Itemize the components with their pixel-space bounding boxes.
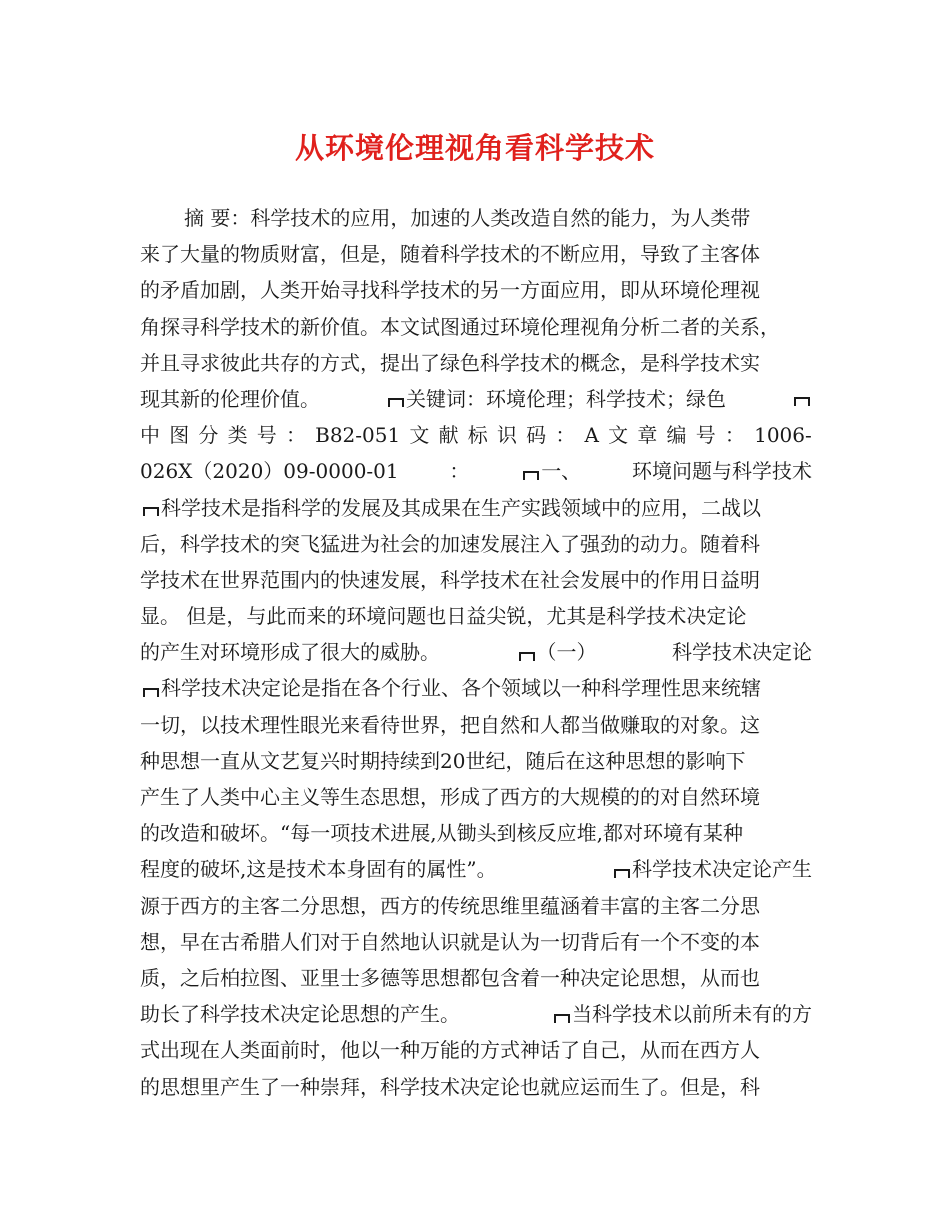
text-segment: 编 [666,423,687,448]
text-line [140,453,812,489]
text-line [140,309,812,345]
text-segment: 1006- [754,423,812,448]
text-line [140,236,812,272]
text-segment: 想，早在古希腊人们对于自然地认识就是认为一切背后有一个不变的本 [140,929,760,954]
text-segment: 分 [198,423,219,448]
text-segment: 一、 [541,459,582,484]
heading-segment [520,453,581,489]
text-segment: 文 [608,423,629,448]
text-segment: 后，科学技术的突飞猛进为社会的加速发展注入了强劲的动力。随着科 [140,531,760,556]
text-segment: 源于西方的主客二分思想，西方的传统思维里蕴涵着丰富的主客二分思 [140,893,760,918]
text-segment: 的产生对环境形成了很大的威胁。 [140,640,440,665]
text-line [140,924,812,960]
text-line [140,526,812,562]
text-segment: 助长了科学技术决定论思想的产生。 [140,1002,460,1027]
text-segment: 码 [526,423,547,448]
text-segment: B82-051 [315,423,401,448]
text-line [140,1069,812,1105]
paragraph-mark-icon [518,647,536,661]
text-line [140,996,812,1032]
text-line [140,670,812,706]
text-segment: 科学技术是指科学的发展及其成果在生产实践领域中的应用，二战以 [161,495,761,520]
keywords-segment [385,381,726,417]
text-segment: 角探寻科学技术的新价值。本文试图通过环境伦理视角分析二者的关系， [140,314,780,339]
text-segment: 类 [227,423,248,448]
text-segment: 学技术在世界范围内的快速发展，科学技术在社会发展中的作用日益明 [140,567,760,592]
text-segment: 来了大量的物质财富，但是，随着科学技术的不断应用，导致了主客体 [140,242,760,267]
text-line [140,272,812,308]
paragraph-start [611,851,812,887]
text-line [140,707,812,743]
text-segment: 摘 要：科学技术的应用，加速的人类改造自然的能力，为人类带 [184,206,751,230]
paragraph-mark-icon [142,502,160,516]
text-line [140,743,812,779]
text-segment: 的思想里产生了一种崇拜，科学技术决定论也就应运而生了。但是，科 [140,1074,760,1099]
text-line [140,851,812,887]
text-line [140,200,812,236]
text-segment: ： [449,459,470,484]
document-title: 从环境伦理视角看科学技术 [294,131,655,165]
text-segment: 026X（2020）09-0000-01 [140,459,399,484]
text-segment: 识 [496,423,517,448]
text-segment: 图 [169,423,190,448]
paragraph-start [140,670,761,706]
text-segment: 质，之后柏拉图、亚里士多德等思想都包含着一种决定论思想，从而也 [140,965,760,990]
text-line [140,490,812,526]
text-line [140,345,812,381]
text-segment: 关键词：环境伦理；科学技术；绿色 [406,386,726,411]
text-segment: 一切，以技术理性眼光来看待世界，把自然和人都当做赚取的对象。这 [140,712,760,737]
text-segment: 种思想一直从文艺复兴时期持续到20世纪，随后在这种思想的影响下 [140,748,746,773]
paragraph-mark-icon [793,392,811,406]
text-segment: 显。 但是，与此而来的环境问题也日益尖锐，尤其是科学技术决定论 [140,604,747,629]
text-segment: ： [555,423,576,448]
paragraph-mark-icon [142,683,160,697]
text-segment: 号 [256,423,277,448]
text-segment: 的矛盾加剧，人类开始寻找科学技术的另一方面应用，即从环境伦理视 [140,278,760,303]
text-segment: 产生了人类中心主义等生态思想，形成了西方的大规模的的对自然环境 [140,785,760,809]
text-segment: 号 [695,423,716,448]
text-segment: ： [285,423,306,448]
text-segment: 并且寻求彼此共存的方式，提出了绿色科学技术的概念，是科学技术实 [140,350,760,375]
text-segment: 当科学技术以前所未有的方 [572,1002,812,1027]
text-segment: 中 [140,423,160,448]
text-line [140,1032,812,1068]
heading-text: 环境问题与科学技术 [631,459,812,484]
document-body [140,200,812,1105]
paragraph-mark-icon [522,466,540,480]
text-segment: A [584,423,599,448]
text-line [140,381,812,417]
heading-segment [516,634,597,670]
text-segment: 的改造和破坏。“每一项技术进展,从锄头到核反应堆,都对环境有某种 [140,821,743,846]
heading-text: 科学技术决定论 [672,640,812,665]
text-segment: 章 [637,423,658,448]
text-segment: ： [724,423,745,448]
text-segment: 程度的破坏,这是技术本身固有的属性”。 [140,857,497,882]
text-line [140,815,812,851]
text-line [140,598,812,634]
text-segment: 文 [409,423,430,448]
paragraph-mark-icon [387,393,405,407]
paragraph-mark-icon [553,1009,571,1023]
text-line [140,562,812,598]
paragraph-start [551,996,812,1032]
text-line [140,779,812,815]
text-segment: 现其新的伦理价值。 [140,386,320,411]
text-segment: 式出现在人类面前时，他以一种万能的方式神话了自己，从而在西方人 [140,1038,760,1063]
paragraph-mark-icon [613,864,631,878]
text-segment: 科学技术决定论产生 [632,857,812,882]
text-segment: （一） [536,640,597,665]
text-line [140,417,812,453]
text-line [140,634,812,670]
text-segment: 科学技术决定论是指在各个行业、各个领域以一种科学理性思来统辖 [161,676,761,701]
text-segment: 献 [438,423,459,448]
paragraph-start [140,490,761,526]
text-line [140,888,812,924]
text-segment: 标 [467,423,488,448]
text-line [140,960,812,996]
